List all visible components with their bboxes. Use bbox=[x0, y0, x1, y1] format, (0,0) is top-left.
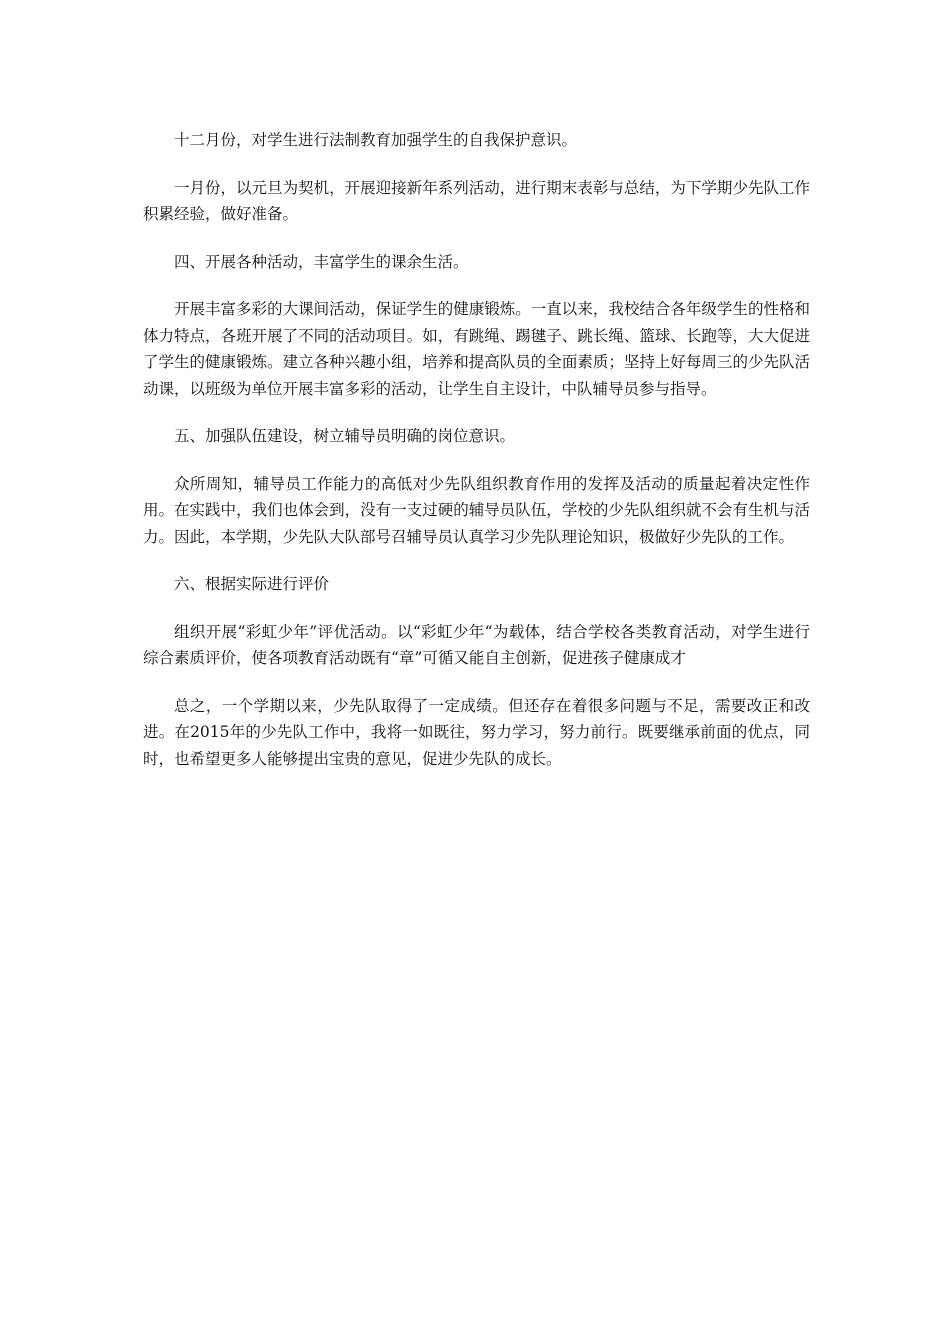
section-heading-activities: 四、开展各种活动，丰富学生的课余生活。 bbox=[174, 252, 469, 271]
section-heading-team-building: 五、加强队伍建设，树立辅导员明确的岗位意识。 bbox=[174, 427, 516, 445]
paragraph-activities: 开展丰富多彩的大课间活动，保证学生的健康锻炼。一直以来，我校结合各年级学生的性格和体力特点，各班开展了不同的活动项目。如，有跳绳、踢毽子、跳长绳、篮球、长跑等，大大促进了学生的健康锻炼。建立各种兴趣小组，培养和提高队员的全面素质；坚持上好每周三的少先队活动课，以班级为单位开展丰富多彩的活动，让学生自主设计，中队辅导员参与指导。 bbox=[143, 300, 810, 398]
paragraph-evaluation: 组织开展“彩虹少年”评优活动。以“彩虹少年“为载体，结合学校各类教育活动，对学生进行综合素质评价，使各项教育活动既有“章”可循又能自主创新，促进孩子健康成才 bbox=[143, 622, 810, 667]
section-heading-evaluation: 六、根据实际进行评价 bbox=[174, 575, 330, 593]
document-body bbox=[143, 127, 810, 793]
paragraph-january: 一月份，以元旦为契机，开展迎接新年系列活动，进行期末表彰与总结，为下学期少先队工作积累经验，做好准备。 bbox=[143, 178, 810, 223]
paragraph-summary: 总之，一个学期以来，少先队取得了一定成绩。但还存在着很多问题与不足，需要改正和改进。在2015年的少先队工作中，我将一如既往，努力学习，努力前行。既要继承前面的优点，同时，也希望更多人能够提出宝贵的意见，促进少先队的成长。 bbox=[143, 696, 810, 768]
paragraph-team-building: 众所周知，辅导员工作能力的高低对少先队组织教育作用的发挥及活动的质量起着决定性作用。在实践中，我们也体会到，没有一支过硬的辅导员队伍，学校的少先队组织就不会有生机与活力。因此，本学期，少先队大队部号召辅导员认真学习少先队理论知识，极做好少先队的工作。 bbox=[143, 474, 810, 546]
paragraph-december: 十二月份，对学生进行法制教育加强学生的自我保护意识。 bbox=[174, 131, 578, 149]
